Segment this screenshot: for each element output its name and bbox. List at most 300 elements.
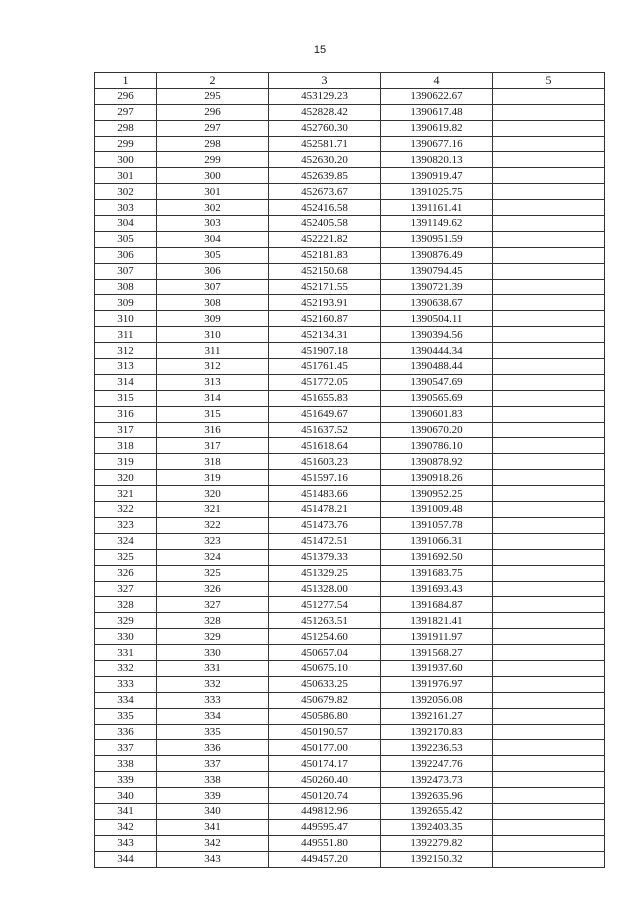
prev-point-number-cell: 327 <box>157 597 269 613</box>
table-row <box>95 740 605 756</box>
point-number-cell: 326 <box>95 565 157 581</box>
x-coordinate-cell: 452581.71 <box>269 136 381 152</box>
prev-point-number-cell: 323 <box>157 533 269 549</box>
table-row <box>95 565 605 581</box>
note-cell <box>493 502 605 518</box>
note-cell <box>493 533 605 549</box>
table-row <box>95 660 605 676</box>
note-cell <box>493 359 605 375</box>
x-coordinate-cell: 450174.17 <box>269 756 381 772</box>
prev-point-number-cell: 300 <box>157 168 269 184</box>
table-row <box>95 549 605 565</box>
point-number-cell: 337 <box>95 740 157 756</box>
note-cell <box>493 549 605 565</box>
y-coordinate-cell: 1392247.76 <box>381 756 493 772</box>
table-row <box>95 708 605 724</box>
table-row <box>95 772 605 788</box>
table-row <box>95 438 605 454</box>
x-coordinate-cell: 451907.18 <box>269 343 381 359</box>
prev-point-number-cell: 298 <box>157 136 269 152</box>
point-number-cell: 310 <box>95 311 157 327</box>
point-number-cell: 318 <box>95 438 157 454</box>
prev-point-number-cell: 301 <box>157 184 269 200</box>
y-coordinate-cell: 1391937.60 <box>381 660 493 676</box>
point-number-cell: 319 <box>95 454 157 470</box>
x-coordinate-cell: 450675.10 <box>269 660 381 676</box>
x-coordinate-cell: 451772.05 <box>269 374 381 390</box>
x-coordinate-cell: 451478.21 <box>269 502 381 518</box>
table-row <box>95 581 605 597</box>
x-coordinate-cell: 453129.23 <box>269 88 381 104</box>
y-coordinate-cell: 1391025.75 <box>381 184 493 200</box>
point-number-cell: 342 <box>95 819 157 835</box>
point-number-cell: 306 <box>95 247 157 263</box>
note-cell <box>493 613 605 629</box>
table-row <box>95 184 605 200</box>
table-row <box>95 88 605 104</box>
y-coordinate-cell: 1390876.49 <box>381 247 493 263</box>
note-cell <box>493 231 605 247</box>
prev-point-number-cell: 329 <box>157 629 269 645</box>
note-cell <box>493 645 605 661</box>
y-coordinate-cell: 1391057.78 <box>381 517 493 533</box>
prev-point-number-cell: 343 <box>157 851 269 867</box>
y-coordinate-cell: 1390601.83 <box>381 406 493 422</box>
table-row <box>95 597 605 613</box>
point-number-cell: 317 <box>95 422 157 438</box>
point-number-cell: 341 <box>95 803 157 819</box>
y-coordinate-cell: 1392473.73 <box>381 772 493 788</box>
x-coordinate-cell: 451379.33 <box>269 549 381 565</box>
y-coordinate-cell: 1392635.96 <box>381 788 493 804</box>
y-coordinate-cell: 1390488.44 <box>381 359 493 375</box>
point-number-cell: 321 <box>95 486 157 502</box>
x-coordinate-cell: 452221.82 <box>269 231 381 247</box>
prev-point-number-cell: 315 <box>157 406 269 422</box>
prev-point-number-cell: 296 <box>157 104 269 120</box>
y-coordinate-cell: 1392403.35 <box>381 819 493 835</box>
note-cell <box>493 470 605 486</box>
y-coordinate-cell: 1390444.34 <box>381 343 493 359</box>
y-coordinate-cell: 1391684.87 <box>381 597 493 613</box>
note-cell <box>493 406 605 422</box>
point-number-cell: 308 <box>95 279 157 295</box>
x-coordinate-cell: 452134.31 <box>269 327 381 343</box>
header-col-2: 2 <box>157 73 269 89</box>
y-coordinate-cell: 1391683.75 <box>381 565 493 581</box>
x-coordinate-cell: 452828.42 <box>269 104 381 120</box>
prev-point-number-cell: 309 <box>157 311 269 327</box>
point-number-cell: 305 <box>95 231 157 247</box>
point-number-cell: 304 <box>95 216 157 232</box>
table-row <box>95 120 605 136</box>
y-coordinate-cell: 1392170.83 <box>381 724 493 740</box>
prev-point-number-cell: 314 <box>157 390 269 406</box>
y-coordinate-cell: 1391009.48 <box>381 502 493 518</box>
point-number-cell: 343 <box>95 835 157 851</box>
note-cell <box>493 708 605 724</box>
y-coordinate-cell: 1391976.97 <box>381 676 493 692</box>
table-row <box>95 200 605 216</box>
table-row <box>95 788 605 804</box>
point-number-cell: 298 <box>95 120 157 136</box>
point-number-cell: 327 <box>95 581 157 597</box>
header-col-1: 1 <box>95 73 157 89</box>
prev-point-number-cell: 318 <box>157 454 269 470</box>
prev-point-number-cell: 324 <box>157 549 269 565</box>
table-row <box>95 311 605 327</box>
prev-point-number-cell: 312 <box>157 359 269 375</box>
prev-point-number-cell: 325 <box>157 565 269 581</box>
table-row <box>95 454 605 470</box>
x-coordinate-cell: 452171.55 <box>269 279 381 295</box>
note-cell <box>493 788 605 804</box>
note-cell <box>493 374 605 390</box>
x-coordinate-cell: 451603.23 <box>269 454 381 470</box>
table-row <box>95 724 605 740</box>
point-number-cell: 307 <box>95 263 157 279</box>
x-coordinate-cell: 449457.20 <box>269 851 381 867</box>
prev-point-number-cell: 306 <box>157 263 269 279</box>
note-cell <box>493 660 605 676</box>
prev-point-number-cell: 342 <box>157 835 269 851</box>
x-coordinate-cell: 451473.76 <box>269 517 381 533</box>
note-cell <box>493 311 605 327</box>
prev-point-number-cell: 332 <box>157 676 269 692</box>
y-coordinate-cell: 1391161.41 <box>381 200 493 216</box>
prev-point-number-cell: 328 <box>157 613 269 629</box>
point-number-cell: 323 <box>95 517 157 533</box>
x-coordinate-cell: 451472.51 <box>269 533 381 549</box>
prev-point-number-cell: 299 <box>157 152 269 168</box>
point-number-cell: 316 <box>95 406 157 422</box>
x-coordinate-cell: 451761.45 <box>269 359 381 375</box>
x-coordinate-cell: 452181.83 <box>269 247 381 263</box>
y-coordinate-cell: 1392279.82 <box>381 835 493 851</box>
note-cell <box>493 136 605 152</box>
x-coordinate-cell: 450260.40 <box>269 772 381 788</box>
prev-point-number-cell: 330 <box>157 645 269 661</box>
x-coordinate-cell: 452160.87 <box>269 311 381 327</box>
x-coordinate-cell: 451263.51 <box>269 613 381 629</box>
prev-point-number-cell: 340 <box>157 803 269 819</box>
point-number-cell: 301 <box>95 168 157 184</box>
y-coordinate-cell: 1390677.16 <box>381 136 493 152</box>
note-cell <box>493 152 605 168</box>
y-coordinate-cell: 1390394.56 <box>381 327 493 343</box>
note-cell <box>493 422 605 438</box>
prev-point-number-cell: 326 <box>157 581 269 597</box>
table-row <box>95 136 605 152</box>
y-coordinate-cell: 1392236.53 <box>381 740 493 756</box>
prev-point-number-cell: 339 <box>157 788 269 804</box>
header-col-4: 4 <box>381 73 493 89</box>
prev-point-number-cell: 308 <box>157 295 269 311</box>
y-coordinate-cell: 1391911.97 <box>381 629 493 645</box>
x-coordinate-cell: 452150.68 <box>269 263 381 279</box>
prev-point-number-cell: 322 <box>157 517 269 533</box>
y-coordinate-cell: 1390565.69 <box>381 390 493 406</box>
y-coordinate-cell: 1391568.27 <box>381 645 493 661</box>
note-cell <box>493 104 605 120</box>
prev-point-number-cell: 307 <box>157 279 269 295</box>
y-coordinate-cell: 1390786.10 <box>381 438 493 454</box>
point-number-cell: 332 <box>95 660 157 676</box>
note-cell <box>493 676 605 692</box>
prev-point-number-cell: 341 <box>157 819 269 835</box>
prev-point-number-cell: 335 <box>157 724 269 740</box>
note-cell <box>493 327 605 343</box>
table-row <box>95 629 605 645</box>
point-number-cell: 300 <box>95 152 157 168</box>
table-row <box>95 168 605 184</box>
x-coordinate-cell: 451329.25 <box>269 565 381 581</box>
point-number-cell: 334 <box>95 692 157 708</box>
y-coordinate-cell: 1390617.48 <box>381 104 493 120</box>
prev-point-number-cell: 304 <box>157 231 269 247</box>
x-coordinate-cell: 452630.20 <box>269 152 381 168</box>
point-number-cell: 339 <box>95 772 157 788</box>
y-coordinate-cell: 1392150.32 <box>381 851 493 867</box>
prev-point-number-cell: 334 <box>157 708 269 724</box>
point-number-cell: 344 <box>95 851 157 867</box>
y-coordinate-cell: 1390952.25 <box>381 486 493 502</box>
prev-point-number-cell: 311 <box>157 343 269 359</box>
y-coordinate-cell: 1390622.67 <box>381 88 493 104</box>
x-coordinate-cell: 451649.67 <box>269 406 381 422</box>
table-row <box>95 216 605 232</box>
prev-point-number-cell: 331 <box>157 660 269 676</box>
x-coordinate-cell: 452760.30 <box>269 120 381 136</box>
x-coordinate-cell: 452416.58 <box>269 200 381 216</box>
note-cell <box>493 835 605 851</box>
x-coordinate-cell: 450177.00 <box>269 740 381 756</box>
point-number-cell: 335 <box>95 708 157 724</box>
table-row <box>95 247 605 263</box>
table-row <box>95 692 605 708</box>
y-coordinate-cell: 1390619.82 <box>381 120 493 136</box>
note-cell <box>493 390 605 406</box>
x-coordinate-cell: 451254.60 <box>269 629 381 645</box>
table-row <box>95 279 605 295</box>
point-number-cell: 297 <box>95 104 157 120</box>
note-cell <box>493 724 605 740</box>
prev-point-number-cell: 316 <box>157 422 269 438</box>
x-coordinate-cell: 450679.82 <box>269 692 381 708</box>
prev-point-number-cell: 303 <box>157 216 269 232</box>
y-coordinate-cell: 1391692.50 <box>381 549 493 565</box>
note-cell <box>493 216 605 232</box>
x-coordinate-cell: 450120.74 <box>269 788 381 804</box>
note-cell <box>493 88 605 104</box>
x-coordinate-cell: 450657.04 <box>269 645 381 661</box>
x-coordinate-cell: 451277.54 <box>269 597 381 613</box>
note-cell <box>493 692 605 708</box>
table-row <box>95 819 605 835</box>
header-col-5: 5 <box>493 73 605 89</box>
note-cell <box>493 295 605 311</box>
point-number-cell: 296 <box>95 88 157 104</box>
note-cell <box>493 184 605 200</box>
point-number-cell: 333 <box>95 676 157 692</box>
y-coordinate-cell: 1390951.59 <box>381 231 493 247</box>
point-number-cell: 309 <box>95 295 157 311</box>
table-row <box>95 295 605 311</box>
y-coordinate-cell: 1391693.43 <box>381 581 493 597</box>
point-number-cell: 325 <box>95 549 157 565</box>
table-row <box>95 517 605 533</box>
note-cell <box>493 120 605 136</box>
y-coordinate-cell: 1392655.42 <box>381 803 493 819</box>
y-coordinate-cell: 1390721.39 <box>381 279 493 295</box>
note-cell <box>493 581 605 597</box>
prev-point-number-cell: 295 <box>157 88 269 104</box>
prev-point-number-cell: 336 <box>157 740 269 756</box>
prev-point-number-cell: 338 <box>157 772 269 788</box>
point-number-cell: 299 <box>95 136 157 152</box>
x-coordinate-cell: 449551.80 <box>269 835 381 851</box>
note-cell <box>493 454 605 470</box>
page-number: 15 <box>313 44 327 56</box>
table-row <box>95 676 605 692</box>
table-header-row <box>95 73 605 89</box>
x-coordinate-cell: 451655.83 <box>269 390 381 406</box>
table-row <box>95 263 605 279</box>
prev-point-number-cell: 319 <box>157 470 269 486</box>
prev-point-number-cell: 297 <box>157 120 269 136</box>
table-row <box>95 533 605 549</box>
note-cell <box>493 343 605 359</box>
x-coordinate-cell: 449812.96 <box>269 803 381 819</box>
x-coordinate-cell: 451618.64 <box>269 438 381 454</box>
point-number-cell: 311 <box>95 327 157 343</box>
prev-point-number-cell: 302 <box>157 200 269 216</box>
x-coordinate-cell: 451597.16 <box>269 470 381 486</box>
point-number-cell: 313 <box>95 359 157 375</box>
note-cell <box>493 803 605 819</box>
note-cell <box>493 168 605 184</box>
point-number-cell: 324 <box>95 533 157 549</box>
note-cell <box>493 263 605 279</box>
point-number-cell: 322 <box>95 502 157 518</box>
prev-point-number-cell: 333 <box>157 692 269 708</box>
note-cell <box>493 247 605 263</box>
x-coordinate-cell: 450586.80 <box>269 708 381 724</box>
point-number-cell: 302 <box>95 184 157 200</box>
x-coordinate-cell: 450190.57 <box>269 724 381 740</box>
x-coordinate-cell: 452639.85 <box>269 168 381 184</box>
y-coordinate-cell: 1390820.13 <box>381 152 493 168</box>
note-cell <box>493 756 605 772</box>
point-number-cell: 328 <box>95 597 157 613</box>
y-coordinate-cell: 1391821.41 <box>381 613 493 629</box>
prev-point-number-cell: 320 <box>157 486 269 502</box>
y-coordinate-cell: 1390638.67 <box>381 295 493 311</box>
prev-point-number-cell: 317 <box>157 438 269 454</box>
x-coordinate-cell: 452673.67 <box>269 184 381 200</box>
point-number-cell: 329 <box>95 613 157 629</box>
y-coordinate-cell: 1392056.08 <box>381 692 493 708</box>
table-row <box>95 803 605 819</box>
table-row <box>95 104 605 120</box>
table-row <box>95 359 605 375</box>
note-cell <box>493 438 605 454</box>
y-coordinate-cell: 1390878.92 <box>381 454 493 470</box>
note-cell <box>493 565 605 581</box>
point-number-cell: 303 <box>95 200 157 216</box>
note-cell <box>493 517 605 533</box>
header-col-3: 3 <box>269 73 381 89</box>
x-coordinate-cell: 452405.58 <box>269 216 381 232</box>
y-coordinate-cell: 1390504.11 <box>381 311 493 327</box>
note-cell <box>493 486 605 502</box>
y-coordinate-cell: 1390794.45 <box>381 263 493 279</box>
x-coordinate-cell: 451483.66 <box>269 486 381 502</box>
table-row <box>95 390 605 406</box>
note-cell <box>493 772 605 788</box>
y-coordinate-cell: 1390918.26 <box>381 470 493 486</box>
coordinates-table <box>94 72 605 868</box>
table-row <box>95 645 605 661</box>
table-row <box>95 422 605 438</box>
prev-point-number-cell: 313 <box>157 374 269 390</box>
point-number-cell: 314 <box>95 374 157 390</box>
table-row <box>95 502 605 518</box>
table-row <box>95 486 605 502</box>
y-coordinate-cell: 1390670.20 <box>381 422 493 438</box>
point-number-cell: 331 <box>95 645 157 661</box>
table-row <box>95 374 605 390</box>
prev-point-number-cell: 310 <box>157 327 269 343</box>
point-number-cell: 320 <box>95 470 157 486</box>
point-number-cell: 330 <box>95 629 157 645</box>
x-coordinate-cell: 449595.47 <box>269 819 381 835</box>
x-coordinate-cell: 452193.91 <box>269 295 381 311</box>
y-coordinate-cell: 1391066.31 <box>381 533 493 549</box>
table-row <box>95 835 605 851</box>
y-coordinate-cell: 1390547.69 <box>381 374 493 390</box>
table-body <box>95 88 605 867</box>
table-row <box>95 327 605 343</box>
prev-point-number-cell: 321 <box>157 502 269 518</box>
x-coordinate-cell: 451328.00 <box>269 581 381 597</box>
table-row <box>95 613 605 629</box>
table-row <box>95 470 605 486</box>
table-row <box>95 756 605 772</box>
note-cell <box>493 629 605 645</box>
table-row <box>95 851 605 867</box>
y-coordinate-cell: 1392161.27 <box>381 708 493 724</box>
point-number-cell: 336 <box>95 724 157 740</box>
note-cell <box>493 740 605 756</box>
note-cell <box>493 597 605 613</box>
prev-point-number-cell: 337 <box>157 756 269 772</box>
y-coordinate-cell: 1391149.62 <box>381 216 493 232</box>
table-row <box>95 152 605 168</box>
y-coordinate-cell: 1390919.47 <box>381 168 493 184</box>
table-row <box>95 343 605 359</box>
note-cell <box>493 819 605 835</box>
point-number-cell: 338 <box>95 756 157 772</box>
point-number-cell: 315 <box>95 390 157 406</box>
prev-point-number-cell: 305 <box>157 247 269 263</box>
x-coordinate-cell: 451637.52 <box>269 422 381 438</box>
point-number-cell: 340 <box>95 788 157 804</box>
note-cell <box>493 851 605 867</box>
note-cell <box>493 279 605 295</box>
table-row <box>95 406 605 422</box>
point-number-cell: 312 <box>95 343 157 359</box>
